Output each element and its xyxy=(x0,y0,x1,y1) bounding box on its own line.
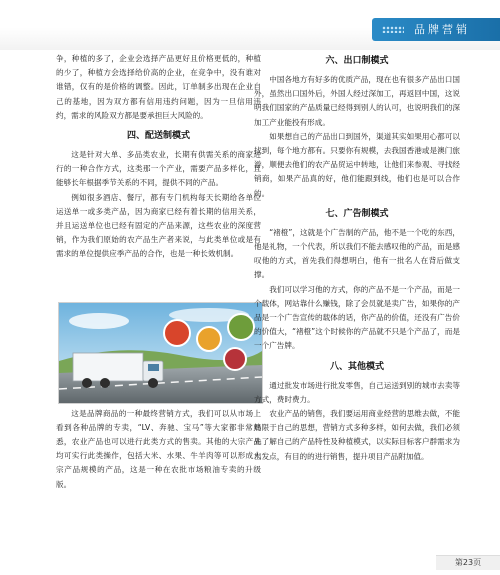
advertising-paragraph-1: “褚橙”，这就是个广告制的产品，他不是一个吃的东西，他是礼物，一个代表，所以我们不能去感叹他的产品，而是感叹他的方式，首先我们得想明白，他有一批名人在背后做支撑。 xyxy=(254,227,460,280)
heading-export-mode: 六、出口制模式 xyxy=(325,56,389,66)
photo-illustration xyxy=(59,303,262,403)
dot-grid-icon xyxy=(382,26,404,33)
right-column xyxy=(254,52,460,464)
heading-other-mode: 八、其他模式 xyxy=(329,361,384,372)
intro-paragraph: 争，种植的多了，企业会选择产品更好且价格更低的，种植的少了，种植方会选择给价高的企业，在竞争中，没有谁对谁错，仅有的是价格的调整。因此，订单制多出现在企业自己的基地，因为双方都有信用违约问题，因为一旦信用违约，需求的风险双方都是要承担巨大风险的。 xyxy=(56,54,261,120)
left-column xyxy=(56,52,261,492)
page-number: 第23页 xyxy=(436,555,500,570)
export-paragraph-1: 中国各地方有好多的优质产品，现在也有很多产品出口国外，虽然出口国外后，外国人经过深加工，再返回中国，这说明我们国家的产品质量已经得到别人的认可，也说明我们的深加工产业能投有形成。 xyxy=(254,75,460,127)
truck-highway-photo xyxy=(58,302,263,404)
exclusive-paragraph-1: 这是品牌商品的一种最终营销方式，我们可以从市场上看到各种品牌的专卖，“LV、奔驰、宝马”等大家都非常熟悉，农业产品也可以进行此类方式的售卖。其他的大宗产品均可实行此类操作，包括大米、水果、牛羊肉等可以形成大宗产品规模的产品，这是一种在农批市场粮油专卖的升级版。 xyxy=(56,408,261,489)
other-paragraph-1: 通过批发市场进行批发零售，自己运送到别的城市去卖等方式，费时费力。 xyxy=(254,380,460,404)
heading-advertising-mode: 七、广告制模式 xyxy=(325,208,389,219)
heading-delivery-mode: 四、配送制模式 xyxy=(126,131,190,142)
section-header-tab xyxy=(372,18,500,41)
advertising-paragraph-2: 我们可以学习他的方式，你的产品不是一个产品，而是一个载体，网站靠什么赚钱，除了会员就是卖广告，如果你的产品是一个广告宣传的载体的话，你产品的价值，还没有广告价的价值大，“褚橙”这个时候你的产品就不只是个产品了，而是一个广告牌。 xyxy=(254,284,460,351)
delivery-paragraph-1: 这是针对大单、多品类农业，长期有供需关系的商家进行的一种合作方式，这类那一个产业，需要产品多样化，且能够长年根据季节关系的不同，提供不同的产品。 xyxy=(56,150,261,188)
other-paragraph-2: 农业产品的销售，我们要运用商业经营的思维去做，不能局限于自己的思想，营销方式多种多样，如何去做，我们必须先了解自己的产品特性及种植模式，以实际目标客户群需求为出发点，有目的的进行销售，提升项目产品附加值。 xyxy=(254,409,460,461)
delivery-paragraph-2: 例如很多酒店、餐厅，都有专门机构每天长期给各单位运送单一或多类产品，因为商家已经有着长期的信用关系，并且运送单位也已经有固定的产品来源，这些农业的深度营销，作为我们原始的农产品生产者来说，与此类单位或是有需求的单位提供应季产品的合作，也是一种长效机制。 xyxy=(56,192,261,259)
export-paragraph-2: 如果想自己的产品出口到国外，渠道其实如果用心都可以找到，每个地方都有。只要你有规模，去我国香港或是澳门旅游，顺便去他们的农产品贸运中转地，让他们来参观、寻找经销商，如果产品真的好，他们能跟到线，他们也是可以合作的。 xyxy=(254,131,460,198)
section-title: 品牌营销 xyxy=(414,23,470,36)
